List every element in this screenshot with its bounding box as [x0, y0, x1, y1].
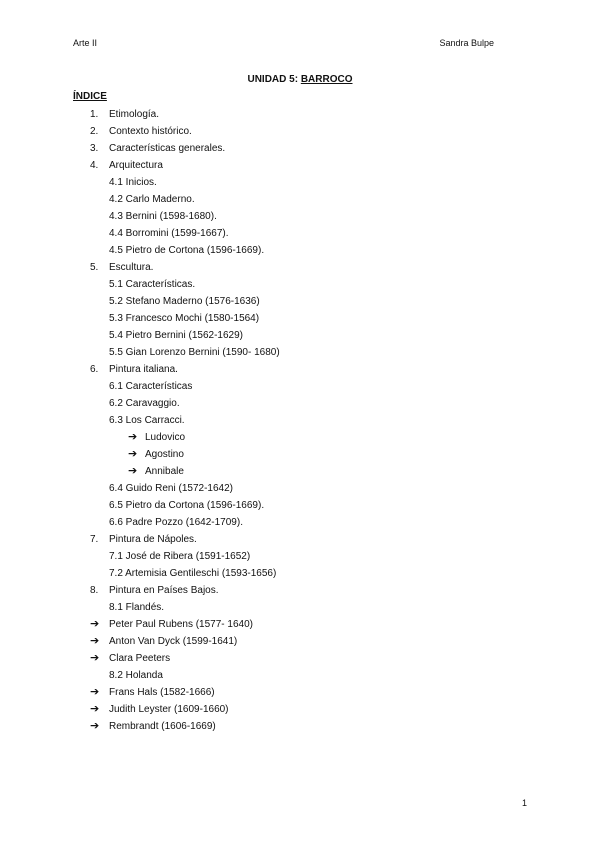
toc-item-label: Pintura italiana.: [109, 364, 178, 375]
toc-item-number: 5.: [90, 262, 99, 273]
toc-subitem-label: 6.1 Características: [109, 381, 193, 392]
toc-item: [109, 293, 600, 310]
toc-bullet-label: Judith Leyster (1609-1660): [109, 704, 229, 715]
toc-item-label: Contexto histórico.: [109, 126, 192, 137]
toc-bullet-label: Agostino: [145, 449, 184, 460]
toc-item: [109, 208, 600, 225]
toc-item: [109, 344, 600, 361]
toc-item: [90, 140, 590, 157]
unit-title-main: BARROCO: [300, 74, 353, 85]
arrow-right-icon: ➔: [128, 448, 138, 460]
page-number: 1: [521, 798, 527, 808]
toc-bullet-label: Frans Hals (1582-1666): [109, 687, 215, 698]
toc-subitem-label: 6.3 Los Carracci.: [109, 415, 185, 426]
toc-subitem-label: 4.2 Carlo Maderno.: [109, 194, 195, 205]
toc-subitem-label: 5.4 Pietro Bernini (1562-1629): [109, 330, 243, 341]
toc-item: [109, 497, 600, 514]
arrow-right-icon: ➔: [90, 652, 100, 664]
toc-subitem-label: 4.3 Bernini (1598-1680).: [109, 211, 217, 222]
toc-item: [90, 616, 590, 633]
toc-bullet-label: Anton Van Dyck (1599-1641): [109, 636, 238, 647]
toc-item-label: Pintura en Países Bajos.: [109, 585, 219, 596]
toc-item-number: 2.: [90, 126, 99, 137]
toc-item: [109, 327, 600, 344]
header-left: Arte II: [73, 38, 98, 48]
toc-item: [90, 259, 590, 276]
arrow-right-icon: ➔: [128, 465, 138, 477]
toc-subitem-label: 6.4 Guido Reni (1572-1642): [109, 483, 233, 494]
toc-subitem-label: 5.2 Stefano Maderno (1576-1636): [109, 296, 260, 307]
toc-item: [128, 429, 600, 446]
toc-item: [90, 106, 590, 123]
toc-item: [90, 123, 590, 140]
toc-subitem-label: 4.5 Pietro de Cortona (1596-1669).: [109, 245, 265, 256]
toc-item: [109, 378, 600, 395]
toc-item-number: 4.: [90, 160, 99, 171]
toc-item: [109, 225, 600, 242]
toc-subitem-label: 7.2 Artemisia Gentileschi (1593-1656): [109, 568, 277, 579]
toc-item: [109, 548, 600, 565]
toc-subitem-label: 6.5 Pietro da Cortona (1596-1669).: [109, 500, 265, 511]
arrow-right-icon: ➔: [90, 703, 100, 715]
toc-item: [90, 633, 590, 650]
toc-item: [90, 701, 590, 718]
toc-item: [109, 667, 600, 684]
toc-subitem-label: 5.1 Características.: [109, 279, 196, 290]
header-right: Sandra Bulpe: [439, 38, 494, 48]
toc-item: [90, 582, 590, 599]
arrow-right-icon: ➔: [90, 720, 100, 732]
toc-item: [90, 157, 590, 174]
toc-item: [109, 191, 600, 208]
toc-item-label: Características generales.: [109, 143, 226, 154]
toc-item-number: 7.: [90, 534, 99, 545]
toc-bullet-label: Annibale: [145, 466, 184, 477]
unit-title: [0, 74, 600, 85]
toc-subitem-label: 7.1 José de Ribera (1591-1652): [109, 551, 251, 562]
arrow-right-icon: ➔: [128, 431, 138, 443]
toc-subitem-label: 4.4 Borromini (1599-1667).: [109, 228, 229, 239]
toc-item: [109, 480, 600, 497]
arrow-right-icon: ➔: [90, 618, 100, 630]
toc-item: [109, 242, 600, 259]
unit-title-prefix: UNIDAD 5:: [247, 74, 301, 85]
toc-item-label: Etimología.: [109, 109, 160, 120]
toc-subitem-label: 5.5 Gian Lorenzo Bernini (1590- 1680): [109, 347, 280, 358]
toc-subitem-label: 4.1 Inicios.: [109, 177, 157, 188]
toc-item: [109, 310, 600, 327]
toc-item-number: 8.: [90, 585, 99, 596]
toc-item-number: 1.: [90, 109, 99, 120]
toc-item-label: Pintura de Nápoles.: [109, 534, 197, 545]
toc-bullet-label: Clara Peeters: [109, 653, 171, 664]
toc-item: [109, 395, 600, 412]
toc-item: [109, 174, 600, 191]
toc-item: [109, 412, 600, 429]
toc-item-label: Escultura.: [109, 262, 154, 273]
toc-item: [90, 650, 590, 667]
toc-item: [90, 531, 590, 548]
toc-item-number: 6.: [90, 364, 99, 375]
toc-subitem-label: 6.2 Caravaggio.: [109, 398, 180, 409]
toc-item: [109, 599, 600, 616]
toc-subitem-label: 6.6 Padre Pozzo (1642-1709).: [109, 517, 243, 528]
toc-subitem-label: 5.3 Francesco Mochi (1580-1564): [109, 313, 260, 324]
toc-item: [109, 565, 600, 582]
toc-subitem-label: 8.1 Flandés.: [109, 602, 165, 613]
toc-bullet-label: Rembrandt (1606-1669): [109, 721, 216, 732]
toc-subitem-label: 8.2 Holanda: [109, 670, 163, 681]
toc-item: [90, 361, 590, 378]
toc-bullet-label: Peter Paul Rubens (1577- 1640): [109, 619, 253, 630]
toc-item: [128, 446, 600, 463]
toc-item: [128, 463, 600, 480]
index-heading: ÍNDICE: [73, 91, 107, 102]
toc-item: [90, 684, 590, 701]
toc-item: [109, 276, 600, 293]
toc-item-number: 3.: [90, 143, 99, 154]
toc-bullet-label: Ludovico: [145, 432, 186, 443]
toc-item: [90, 718, 590, 735]
arrow-right-icon: ➔: [90, 635, 100, 647]
toc-item-label: Arquitectura: [109, 160, 163, 171]
arrow-right-icon: ➔: [90, 686, 100, 698]
toc-item: [109, 514, 600, 531]
